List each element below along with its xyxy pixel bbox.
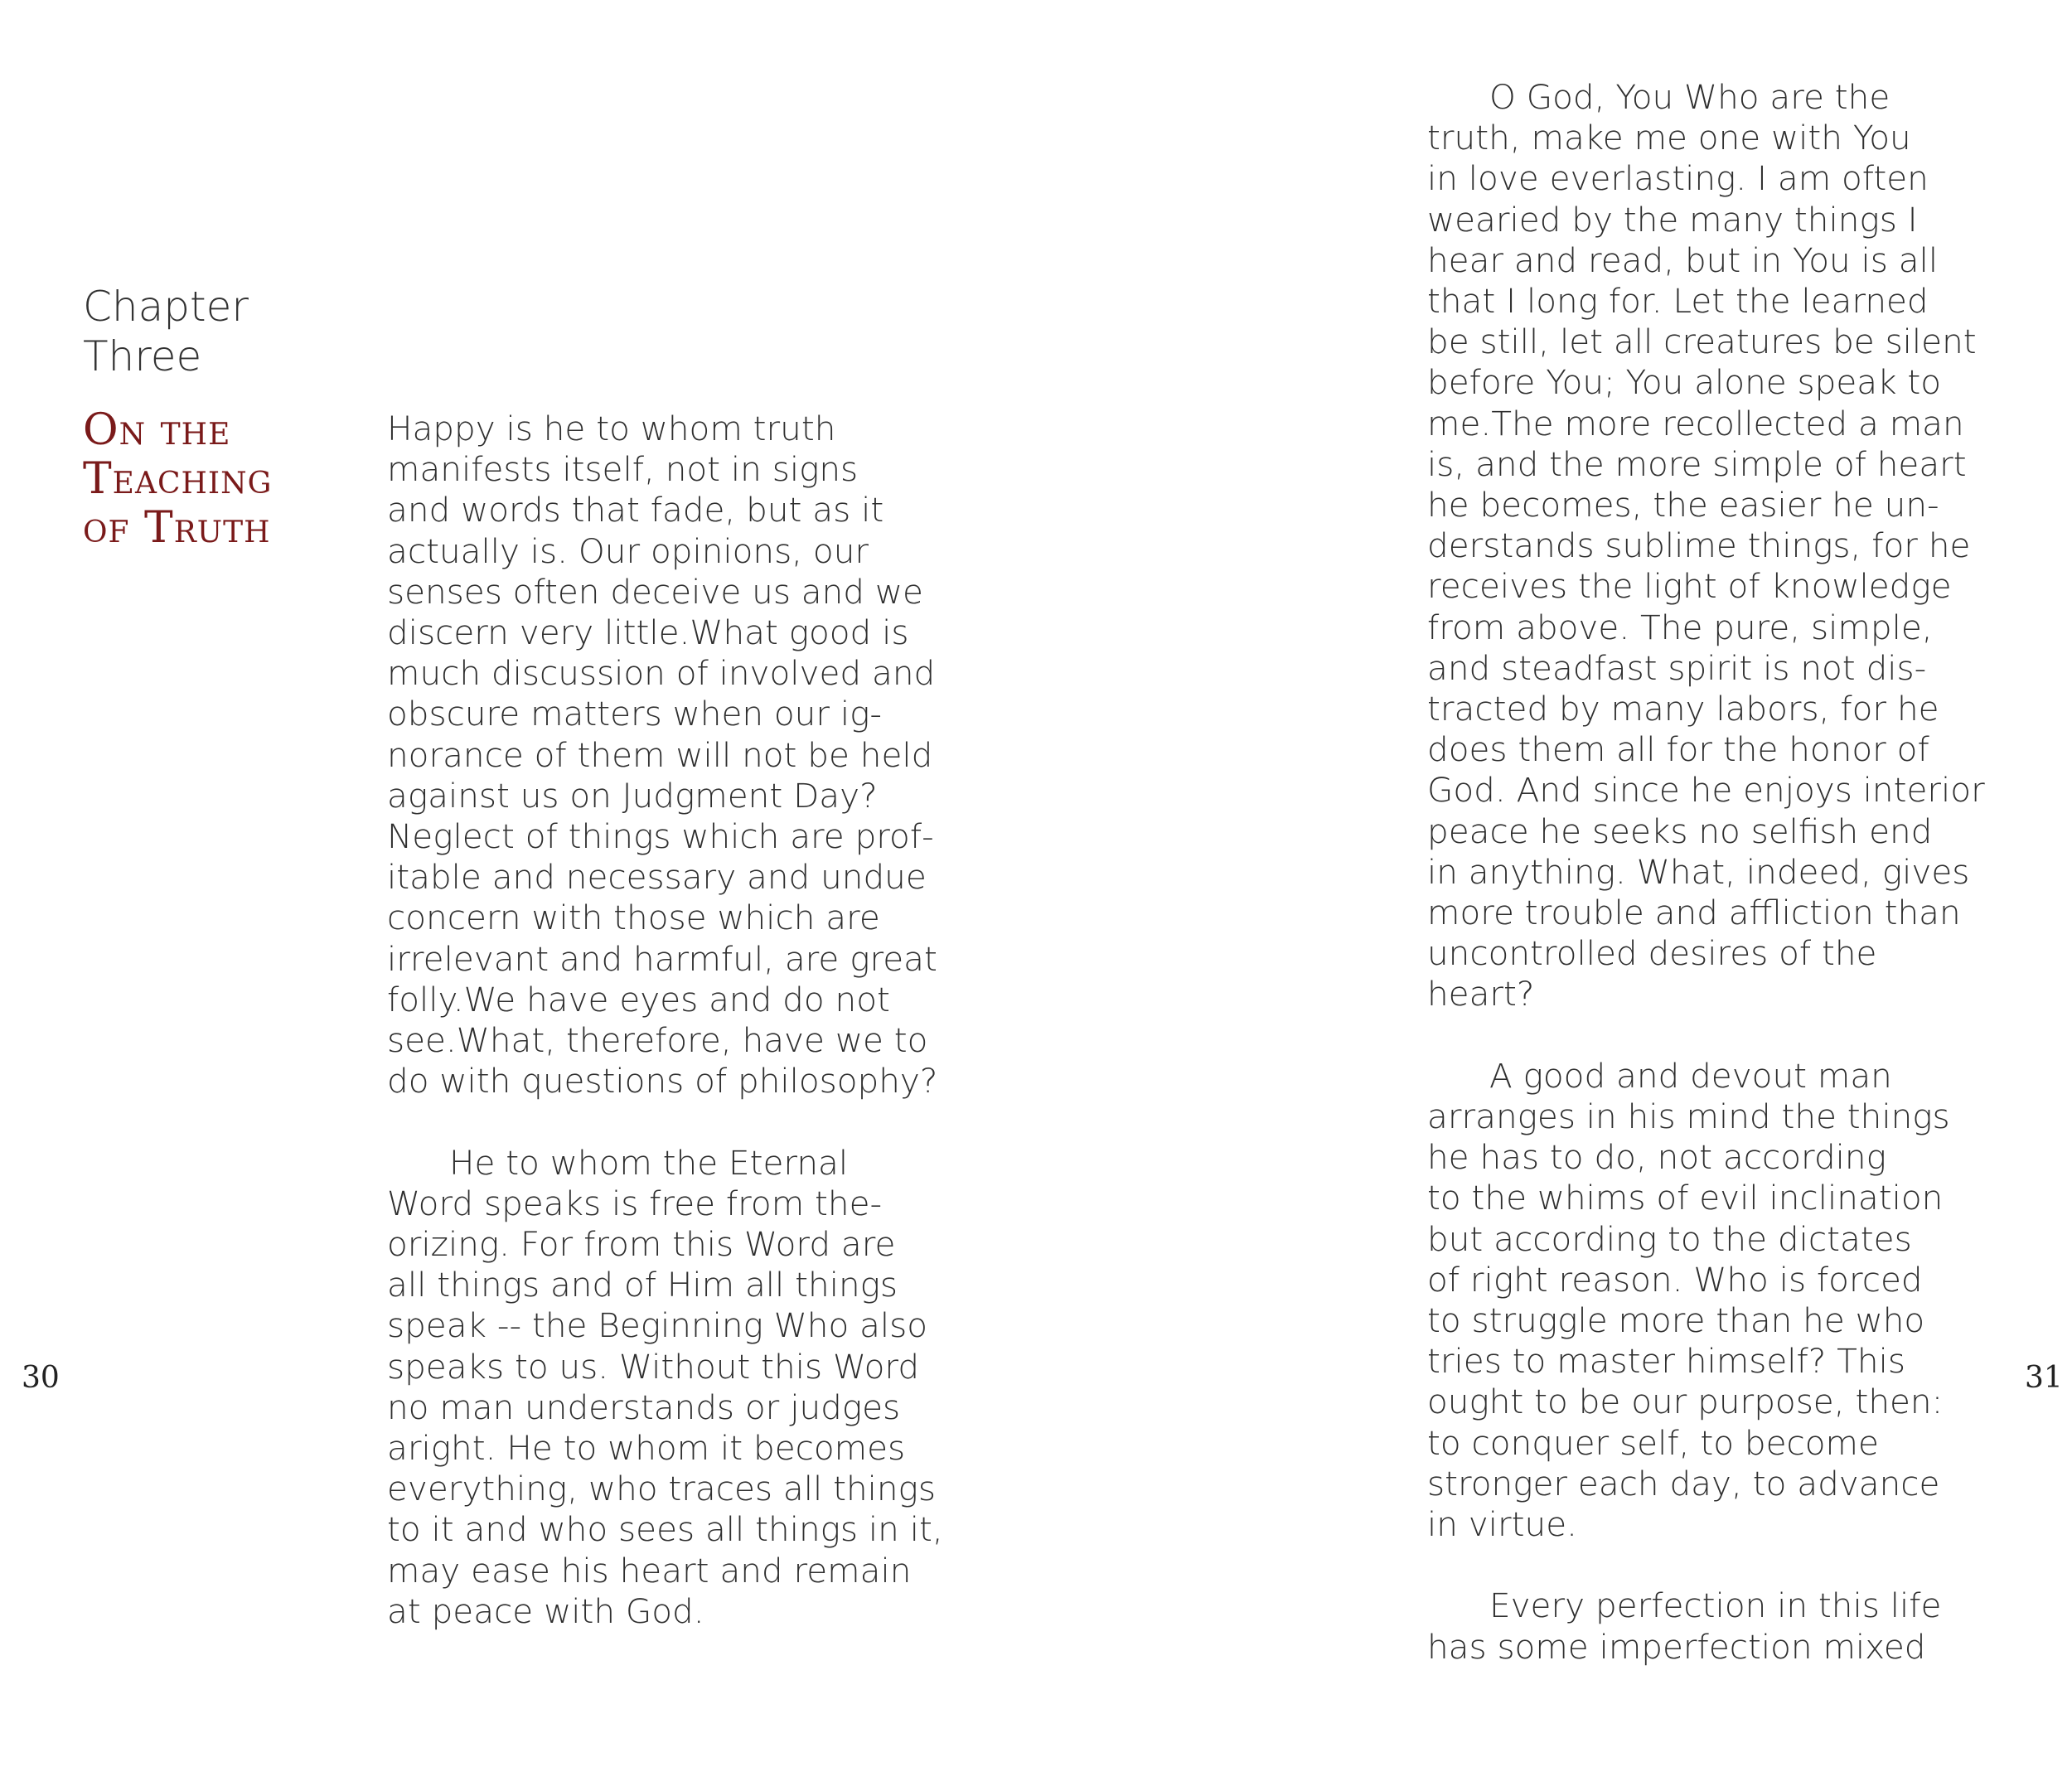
text-line: O God, You Who are the [1489,77,1890,117]
text-line: Every perfection in this life [1489,1585,1942,1626]
paragraph [1427,1585,2024,1667]
text-line: receives the light of knowledge [1427,566,1952,607]
text-line: may ease his heart and remain [387,1550,912,1590]
chapter-title [83,406,365,553]
right-text-column [1427,77,2024,1668]
chapter-title-line: Teaching [83,454,273,504]
text-line: itable and necessary and undue [387,857,927,898]
text-line: do with questions of philosophy? [387,1061,938,1101]
text-line: derstands sublime things, for he [1427,525,1971,566]
text-line: that I long for. Let the learned [1427,281,1929,322]
text-line: to the whims of evil inclination [1427,1178,1944,1218]
right-page [1036,0,2072,1767]
text-line: norance of them will not be held [387,734,933,775]
text-line: from above. The pure, simple, [1427,607,1933,647]
text-line: in virtue. [1427,1504,1578,1545]
paragraph [387,1143,984,1632]
text-line: tries to master himself? This [1427,1341,1905,1382]
text-line: actually is. Our opinions, our [387,530,869,571]
text-line: concern with those which are [387,898,880,938]
text-line: see.What, therefore, have we to [387,1020,928,1061]
text-line: be still, let all creatures be silent [1427,322,1977,362]
text-line: to conquer self, to become [1427,1422,1879,1463]
text-line: no man understands or judges [387,1387,901,1427]
text-line: more trouble and affliction than [1427,893,1961,933]
text-line: speaks to us. Without this Word [387,1346,920,1387]
paragraph [1427,77,2024,1015]
paragraph-gap [1427,1015,2024,1056]
left-text-column [387,409,984,1632]
text-line: God. And since he enjoys interior [1427,770,1985,811]
text-line: me.The more recollected a man [1427,403,1964,443]
text-line: to struggle more than he who [1427,1300,1925,1341]
chapter-title-line: of Truth [83,503,271,553]
text-line: of right reason. Who is forced [1427,1259,1923,1300]
text-line: tracted by many labors, for he [1427,689,1939,729]
chapter-label [83,282,348,381]
text-line: and steadfast spirit is not dis- [1427,647,1927,688]
text-line: folly.We have eyes and do not [387,979,890,1019]
text-line: Word speaks is free from the- [387,1183,883,1223]
paragraph-gap [1427,1545,2024,1585]
text-line: has some imperfection mixed [1427,1626,1926,1667]
text-line: at peace with God. [387,1590,704,1631]
chapter-label-line: Three [83,332,202,380]
text-line: peace he seeks no selfish end [1427,811,1933,851]
text-line: Neglect of things which are prof- [387,816,934,857]
text-line: uncontrolled desires of the [1427,933,1877,974]
text-line: does them all for the honor of [1427,729,1929,770]
text-line: all things and of Him all things [387,1265,898,1305]
text-line: is, and the more simple of heart [1427,443,1967,484]
page-number: 30 [22,1361,60,1395]
text-line: he has to do, not according [1427,1137,1886,1178]
text-line: in anything. What, indeed, gives [1427,851,1970,892]
chapter-label-line: Chapter [83,283,249,331]
paragraph-gap [387,1101,984,1142]
text-line: A good and devout man [1489,1055,1892,1096]
text-line: but according to the dictates [1427,1218,1912,1259]
text-line: before You; You alone speak to [1427,362,1942,403]
text-line: obscure matters when our ig- [387,694,883,734]
text-line: heart? [1427,974,1535,1014]
text-line: hear and read, but in You is all [1427,240,1939,280]
text-line: senses often deceive us and we [387,571,923,612]
text-line: manifests itself, not in signs [387,449,859,490]
text-line: He to whom the Eternal [449,1142,849,1183]
paragraph [387,409,984,1101]
text-line: ought to be our purpose, then: [1427,1382,1944,1422]
text-line: in love everlasting. I am often [1427,158,1929,199]
paragraph [1427,1056,2024,1545]
text-line: speak -- the Beginning Who also [387,1305,928,1346]
chapter-title-line: On the [83,405,231,455]
text-line: irrelevant and harmful, are great [387,938,937,979]
text-line: wearied by the many things I [1427,199,1918,240]
text-line: he becomes, the easier he un- [1427,485,1939,525]
text-line: much discussion of involved and [387,653,936,694]
text-line: to it and who sees all things in it, [387,1509,943,1550]
text-line: truth, make me one with You [1427,118,1911,158]
page-number: 31 [2025,1361,2063,1395]
text-line: Happy is he to whom truth [387,409,836,448]
text-line: discern very little.What good is [387,612,909,653]
text-line: aright. He to whom it becomes [387,1428,906,1469]
text-line: everything, who traces all things [387,1469,936,1509]
text-line: arranges in his mind the things [1427,1097,1950,1137]
text-line: and words that fade, but as it [387,490,884,530]
text-line: against us on Judgment Day? [387,775,878,816]
text-line: stronger each day, to advance [1427,1463,1940,1503]
text-line: orizing. For from this Word are [387,1224,896,1265]
